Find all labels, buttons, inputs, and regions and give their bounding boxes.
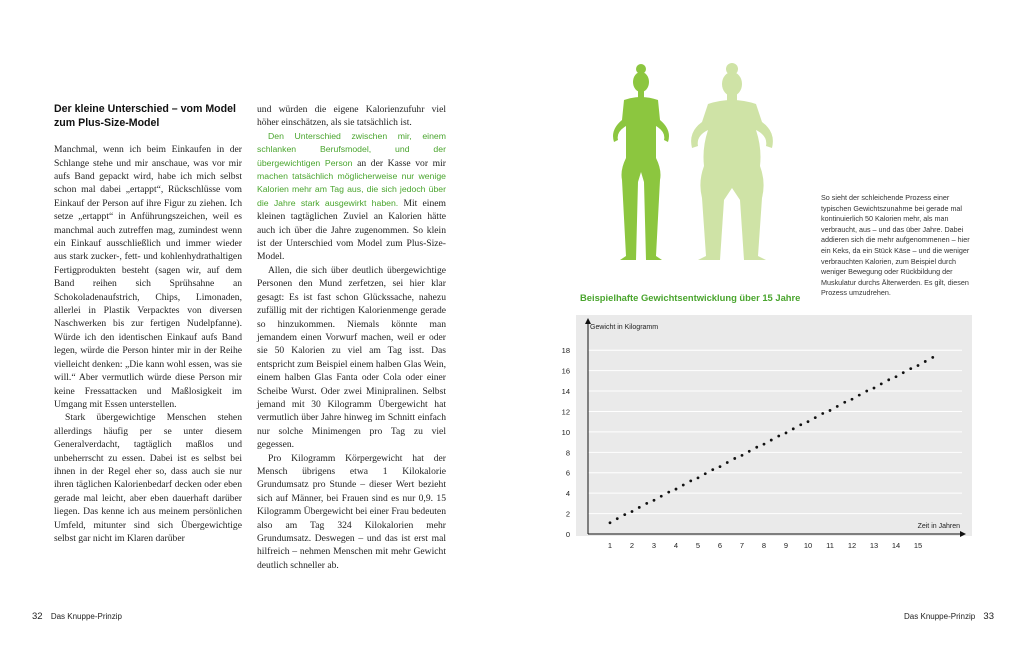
x-tick-label: 14 xyxy=(891,541,901,550)
y-tick-label: 14 xyxy=(561,387,570,397)
footer-left xyxy=(26,611,122,622)
data-point xyxy=(821,412,824,415)
text-column-2 xyxy=(257,103,446,572)
paragraph xyxy=(257,130,446,264)
y-tick-label: 6 xyxy=(565,468,570,478)
page-number: 33 xyxy=(983,611,994,622)
data-point xyxy=(704,472,707,475)
data-point xyxy=(733,457,736,460)
x-tick-label: 6 xyxy=(717,541,723,550)
y-tick-label: 12 xyxy=(561,407,570,417)
data-point xyxy=(689,480,692,483)
data-point xyxy=(865,390,868,393)
x-tick-label: 11 xyxy=(826,541,834,550)
data-point xyxy=(829,409,832,412)
data-point xyxy=(675,488,678,491)
figure-caption: So sieht der schleichende Prozess einer typischen Gewichtszunahme bei gerade mal kontinuierlich 50 Kalorien mehr, als man verbraucht, aus – und das über Jahre. Dabei addieren sich die mehr aufgenommenen – hier ein Keks, da ein Stück Käse – und die weniger verbrauchten Kalorien, zum Beispiel durch weniger Bewegung oder Rückbildung der Muskulatur durchs Älterwerden. Es gilt, diesen Prozess umzudrehen. xyxy=(821,193,970,298)
chart-title: Beispielhafte Gewichtsentwicklung über 15 Jahre xyxy=(580,292,801,303)
data-point xyxy=(755,446,758,449)
y-tick-label: 18 xyxy=(561,346,570,356)
x-tick-label: 2 xyxy=(629,541,635,550)
data-point xyxy=(902,371,905,374)
x-tick-label: 10 xyxy=(803,541,813,550)
data-point xyxy=(719,465,722,468)
y-tick-label: 4 xyxy=(565,489,570,499)
data-point xyxy=(814,416,817,419)
data-point xyxy=(909,367,912,370)
y-tick-label: 2 xyxy=(565,509,570,519)
x-tick-label: 13 xyxy=(869,541,879,550)
data-point xyxy=(653,499,656,502)
chart-background xyxy=(576,315,972,536)
data-point xyxy=(924,360,927,363)
data-point xyxy=(763,443,766,446)
data-point xyxy=(645,502,648,505)
data-point xyxy=(931,356,934,359)
data-point xyxy=(792,427,795,430)
section-heading: Der kleine Unterschied – vom Model zum Plus-Size-Model xyxy=(54,103,236,129)
data-point xyxy=(880,383,883,386)
weight-chart xyxy=(560,312,980,557)
data-point xyxy=(631,510,634,513)
data-point xyxy=(748,450,751,453)
highlighted-text: machen tatsächlich möglicherweise nur wenige Kalorien mehr am Tag aus, die sich jedoch über die Jahre stark ausgewirkt haben. xyxy=(257,171,446,208)
y-tick-label: 8 xyxy=(565,448,570,458)
data-point xyxy=(770,439,773,442)
y-tick-label: 16 xyxy=(561,366,570,376)
data-point xyxy=(917,364,920,367)
footer-right xyxy=(904,611,1000,622)
highlighted-text: Den Unterschied zwischen mir, einem schlanken Berufsmodel, und der übergewichtigen Person xyxy=(257,130,446,168)
book-title: Das Knuppe-Prinzip xyxy=(50,612,122,621)
data-point xyxy=(667,491,670,494)
paragraph: Manchmal, wenn ich beim Einkaufen in der Schlange stehe und mir anschaue, was vor mir aufs Band gepackt wird, habe ich mich selbst schon mal dabei „ertappt“, Rückschlüsse vom Einkauf der Person auf ihre Figur zu ziehen. Ich setze „ertappt“ in Anführungszeichen, weil es manchmal auch zutreffen mag, zumindest wenn ein Einkauf ausschließlich und immer wieder aus stark zucker-, fett- und kohlenhydrathaltigen Fertigprodukten besteht (sagen wir, auf dem Band reihen sich Sprühsahne an Schokoladenaufstrich, Chips, Limonaden, allerlei in Plastik Verpacktes von diversen Naschwerken bis zur fertigen Nudelpfanne). Würde ich den identischen Einkauf aufs Band legen, würde die Person hinter mir in der Reihe vielleicht denken: „Die kann wohl essen, was sie will.“ Aber vermutlich würde diese Person mir keine Fressattacken und Maßlosigkeit im Umgang mit Essen unterstellen. xyxy=(54,144,242,410)
data-point xyxy=(873,387,876,390)
x-tick-label: 8 xyxy=(761,541,767,550)
data-point xyxy=(895,375,898,378)
text-run: Mit einem kleinen tagtäglichen Zuviel an Kalorien hätte auch ich über die Jahre zugenommen. So klein ist der Unterschied vom Model zum Plus-Size-Model. xyxy=(257,197,446,263)
paragraph: Stark übergewichtige Menschen stehen allerdings häufig per se unter diesem Generalverdacht, tagtäglich maßlos und unbeherrscht zu essen. Dabei ist es selbst bei ihnen in der Regel eher so, dass auch sie nur ihren täglichen Kalorienbedarf decken oder eben gerade mal leicht, aber eben dauerhaft darüber liegen. Das kenne ich aus meinem persönlichen Umfeld, mitunter sind sich Übergewichtige selbst gar nicht im Klaren darüber xyxy=(54,412,242,544)
slim-model-figure xyxy=(613,64,669,260)
x-tick-label: 1 xyxy=(607,541,613,550)
data-point xyxy=(785,432,788,435)
x-tick-label: 12 xyxy=(847,541,857,550)
x-tick-label: 7 xyxy=(739,541,745,550)
data-point xyxy=(741,454,744,457)
x-tick-label: 15 xyxy=(913,541,923,550)
text-column-1 xyxy=(54,103,242,545)
book-title: Das Knuppe-Prinzip xyxy=(904,612,976,621)
text-run: an der Kasse vor mir xyxy=(352,157,446,169)
data-point xyxy=(660,495,663,498)
paragraph: Pro Kilogramm Körpergewicht hat der Mensch übrigens etwa 1 Kilokalorie Grundumsatz pro Stunde – dieser Wert bezieht sich auf Männer, bei Frauen sind es nur 0,9. 15 Kilogramm Übergewicht bei einer Frau bedeuten also am Tag 324 Kilokalorien mehr Grundumsatz. Deswegen – und das ist erst mal hilfreich – nehmen Menschen mit mehr Gewicht deutlich schneller ab. xyxy=(257,452,446,571)
data-point xyxy=(682,484,685,487)
data-point xyxy=(851,398,854,401)
y-axis-label: Gewicht in Kilogramm xyxy=(590,324,659,331)
data-point xyxy=(623,513,626,516)
x-tick-label: 4 xyxy=(673,541,679,550)
data-point xyxy=(858,394,861,397)
y-tick-labels xyxy=(562,346,570,539)
x-tick-label: 9 xyxy=(783,541,789,550)
paragraph: Allen, die sich über deutlich übergewichtige Personen den Mund zerfetzen, sei hier klar gesagt: Es ist fast schon Glückssache, nahezu zufällig mit der richtigen Kalorienmenge gerade so hinzukommen. Niemals könnte man jemandem einen Vorwurf machen, weil er oder sie 50 Kalorien zu viel am Tag isst. Das entspricht zum Beispiel einem halben Glas Wein, einem halben Glas Fanta oder Cola oder einer Scheibe Wurst. Oder zwei Minipralinen. Selbst jemand mit 30 Kilogramm Übergewicht hat vermutlich über Jahre hinweg im Schnitt einfach nur solche Minimengen pro Tag zu viel gegessen. xyxy=(257,264,447,451)
page-number: 32 xyxy=(32,611,43,622)
y-tick-label: 10 xyxy=(561,427,570,437)
data-point xyxy=(799,423,802,426)
figures-illustration xyxy=(580,60,790,265)
data-point xyxy=(807,420,810,423)
y-tick-label: 0 xyxy=(565,530,570,539)
plus-size-figure xyxy=(691,63,773,260)
data-point xyxy=(777,435,780,438)
x-tick-labels xyxy=(608,541,922,550)
data-point xyxy=(836,405,839,408)
data-point xyxy=(843,401,846,404)
data-point xyxy=(726,461,729,464)
data-point xyxy=(616,517,619,520)
data-point xyxy=(638,506,641,509)
data-point xyxy=(697,476,700,479)
x-axis-label: Zeit in Jahren xyxy=(917,523,960,530)
data-point xyxy=(711,468,714,471)
data-point xyxy=(887,378,890,381)
paragraph: und würden die eigene Kalorienzufuhr viel höher einschätzen, als sie tatsächlich ist. xyxy=(257,104,446,129)
data-point xyxy=(609,521,612,524)
x-tick-label: 3 xyxy=(651,541,657,550)
x-tick-label: 5 xyxy=(695,541,701,550)
